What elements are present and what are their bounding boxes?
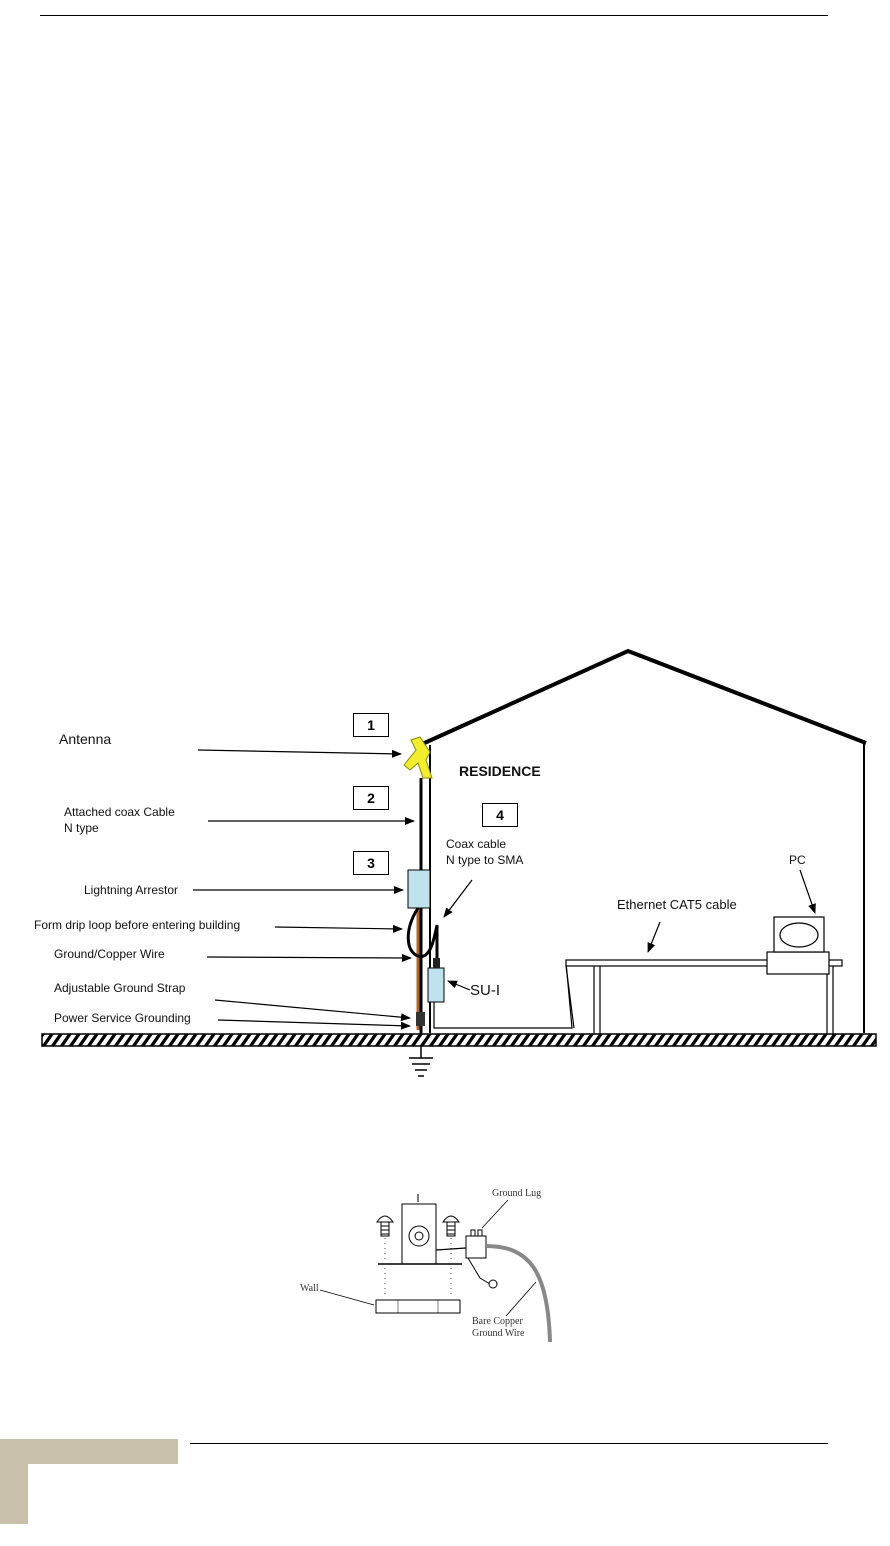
label-bare-copper-line2: Ground Wire bbox=[472, 1328, 525, 1339]
marker-2: 2 bbox=[353, 786, 389, 810]
footer-accent-side bbox=[0, 1439, 28, 1524]
label-ground-lug: Ground Lug bbox=[492, 1188, 542, 1199]
label-attached-coax-line1: Attached coax Cable bbox=[64, 805, 175, 819]
label-attached-coax-line2: N type bbox=[64, 821, 99, 835]
label-residence: RESIDENCE bbox=[459, 763, 541, 779]
marker-3: 3 bbox=[353, 851, 389, 875]
label-adjustable-ground-strap: Adjustable Ground Strap bbox=[54, 981, 186, 995]
label-antenna: Antenna bbox=[59, 731, 112, 747]
label-power-service-grounding: Power Service Grounding bbox=[54, 1011, 191, 1025]
label-wall: Wall bbox=[300, 1283, 319, 1294]
label-drip-loop: Form drip loop before entering building bbox=[34, 918, 241, 932]
label-su-i: SU-I bbox=[470, 982, 500, 999]
label-ethernet-cable: Ethernet CAT5 cable bbox=[617, 897, 737, 912]
label-ground-copper-wire: Ground/Copper Wire bbox=[54, 947, 165, 961]
label-pc: PC bbox=[789, 853, 806, 867]
label-bare-copper-line1: Bare Copper bbox=[472, 1316, 523, 1327]
footer-rule bbox=[190, 1443, 828, 1444]
label-coax-sma-line1: Coax cable bbox=[446, 837, 507, 851]
label-coax-sma-line2: N type to SMA bbox=[446, 853, 524, 867]
marker-1: 1 bbox=[353, 713, 389, 737]
marker-4: 4 bbox=[482, 803, 518, 827]
label-lightning-arrestor: Lightning Arrestor bbox=[84, 883, 179, 897]
